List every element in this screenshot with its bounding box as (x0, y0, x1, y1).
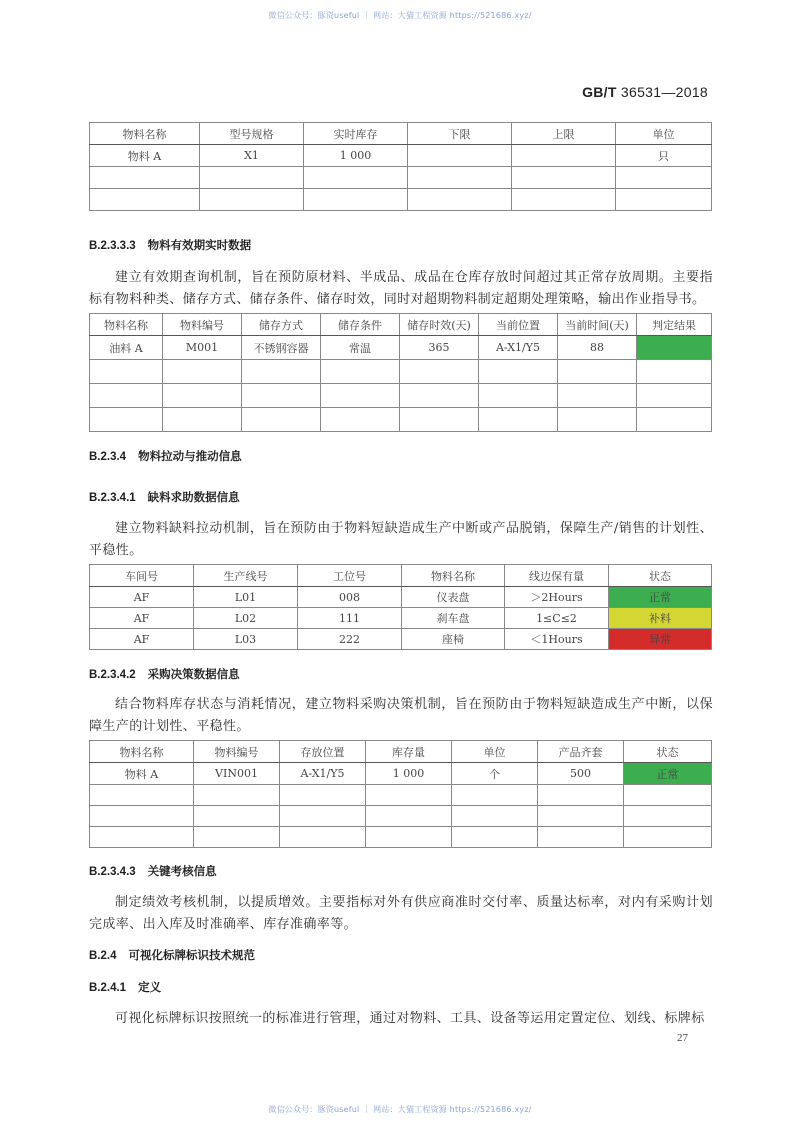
table-cell: 不锈钢容器 (242, 336, 321, 360)
table-cell (452, 785, 538, 806)
table-cell: 个 (452, 763, 538, 785)
page-number: 27 (677, 1032, 688, 1044)
column-header: 下限 (408, 123, 512, 145)
table-cell (538, 806, 624, 827)
table-cell (558, 360, 637, 384)
table-cell (304, 189, 408, 211)
section-number: B.2.3.3.3 (89, 240, 136, 252)
column-header: 单位 (616, 123, 712, 145)
column-header: 工位号 (298, 565, 402, 587)
table-cell (280, 785, 366, 806)
column-header: 库存量 (366, 741, 452, 763)
table-cell (90, 360, 163, 384)
table-cell (163, 384, 242, 408)
section-title: 物料有效期实时数据 (147, 238, 252, 252)
standard-code-number: 36531—2018 (620, 84, 708, 100)
table-row (90, 145, 712, 167)
table-cell (194, 806, 280, 827)
table-cell (452, 806, 538, 827)
column-header: 实时库存 (304, 123, 408, 145)
table-cell: ＜1Hours (505, 629, 609, 650)
table-cell (321, 408, 400, 432)
section-number: B.2.3.4 (89, 451, 127, 463)
table-row (90, 408, 712, 432)
table-cell (408, 189, 512, 211)
table-header-row (90, 741, 712, 763)
table-row (90, 806, 712, 827)
status-badge-normal: 正常 (609, 587, 712, 608)
section-paragraph-b2333: 建立有效期查询机制，旨在预防原材料、半成品、成品在仓库存放时间超过其正常存放周期。主要指标有物料种类、储存方式、储存条件、储存时效，同时对超期物料制定超期处理策略，输出作业指导书。 (89, 270, 713, 307)
table-cell (538, 785, 624, 806)
table-cell (90, 806, 194, 827)
section-title: 关键考核信息 (147, 864, 217, 878)
table-cell (479, 408, 558, 432)
inventory-limit-table (89, 122, 712, 211)
table-cell: 365 (400, 336, 479, 360)
column-header: 判定结果 (637, 314, 712, 336)
table-cell (637, 360, 712, 384)
column-header: 状态 (624, 741, 712, 763)
table-header-row (90, 123, 712, 145)
table-header-row (90, 565, 712, 587)
column-header: 生产线号 (194, 565, 298, 587)
table-cell (304, 167, 408, 189)
table-cell: ＞2Hours (505, 587, 609, 608)
table-cell: AF (90, 629, 194, 650)
section-heading-b2333 (89, 237, 251, 253)
table-cell (366, 806, 452, 827)
table-cell: AF (90, 587, 194, 608)
section-paragraph-b2343: 制定绩效考核机制，以提质增效。主要指标对外有供应商准时交付率、质量达标率，对内有采购计划完成率、出入库及时准确率、库存准确率等。 (89, 895, 713, 932)
table-cell (321, 384, 400, 408)
table-cell (400, 384, 479, 408)
table-cell: AF (90, 608, 194, 629)
table-cell (242, 360, 321, 384)
column-header: 物料编号 (163, 314, 242, 336)
table-cell (479, 384, 558, 408)
section-heading-b2343 (89, 863, 217, 879)
table-cell: VIN001 (194, 763, 280, 785)
table-row (90, 785, 712, 806)
column-header: 型号规格 (200, 123, 304, 145)
column-header: 上限 (512, 123, 616, 145)
column-header: 储存条件 (321, 314, 400, 336)
table-cell (90, 827, 194, 848)
table-cell (558, 408, 637, 432)
section-title: 采购决策数据信息 (147, 667, 240, 681)
table-cell (366, 785, 452, 806)
table-cell (242, 408, 321, 432)
section-heading-b24 (89, 947, 255, 963)
table-cell: X1 (200, 145, 304, 167)
table-cell (624, 785, 712, 806)
table-row (90, 763, 712, 785)
table-cell: M001 (163, 336, 242, 360)
status-badge-normal: 正常 (624, 763, 712, 785)
table-cell (408, 145, 512, 167)
section-paragraph-b241: 可视化标牌标识按照统一的标准进行管理，通过对物料、工具、设备等运用定置定位、划线、标牌标 (115, 1011, 705, 1026)
section-heading-b241 (89, 979, 161, 995)
section-heading-b234 (89, 448, 242, 464)
table-cell (479, 360, 558, 384)
table-cell: A-X1/Y5 (479, 336, 558, 360)
column-header: 单位 (452, 741, 538, 763)
shortage-alert-table (89, 564, 712, 650)
status-badge-replenish: 补料 (609, 608, 712, 629)
section-number: B.2.3.4.3 (89, 866, 136, 878)
table-cell (616, 167, 712, 189)
table-cell: 1 000 (366, 763, 452, 785)
table-cell: L03 (194, 629, 298, 650)
shelf-life-table (89, 313, 712, 432)
section-paragraph-b2342: 结合物料库存状态与消耗情况，建立物料采购决策机制，旨在预防由于物料短缺造成生产中断，以保障生产的计划性、平稳性。 (89, 697, 713, 734)
column-header: 当前时间(天) (558, 314, 637, 336)
table-cell: 008 (298, 587, 402, 608)
table-cell: 500 (538, 763, 624, 785)
section-number: B.2.3.4.1 (89, 492, 136, 504)
table-row (90, 360, 712, 384)
column-header: 储存时效(天) (400, 314, 479, 336)
table-cell (637, 408, 712, 432)
column-header: 物料名称 (402, 565, 505, 587)
table-cell: 油料 A (90, 336, 163, 360)
table-cell (558, 384, 637, 408)
purchase-decision-table (89, 740, 712, 848)
table-row (90, 827, 712, 848)
table-cell: 1 000 (304, 145, 408, 167)
table-cell (512, 145, 616, 167)
table-cell: 222 (298, 629, 402, 650)
table-cell: 物料 A (90, 145, 200, 167)
table-cell (512, 167, 616, 189)
table-cell (538, 827, 624, 848)
section-number: B.2.4 (89, 950, 117, 962)
table-cell: 仪表盘 (402, 587, 505, 608)
table-cell (624, 827, 712, 848)
result-status-cell (637, 336, 712, 360)
section-title: 可视化标牌标识技术规范 (128, 948, 255, 962)
table-cell (163, 408, 242, 432)
table-cell (200, 189, 304, 211)
standard-code-prefix: GB/T (582, 84, 617, 100)
section-number: B.2.4.1 (89, 982, 127, 994)
column-header: 物料名称 (90, 123, 200, 145)
table-row (90, 189, 712, 211)
table-row (90, 629, 712, 650)
table-cell (366, 827, 452, 848)
table-cell: 常温 (321, 336, 400, 360)
section-title: 物料拉动与推动信息 (138, 449, 242, 463)
column-header: 物料名称 (90, 314, 163, 336)
section-paragraph-b2341: 建立物料缺料拉动机制，旨在预防由于物料短缺造成生产中断或产品脱销，保障生产/销售的计划性、平稳性。 (89, 521, 713, 558)
table-cell (624, 806, 712, 827)
table-cell (452, 827, 538, 848)
table-cell (637, 384, 712, 408)
section-title: 定义 (138, 980, 162, 994)
section-number: B.2.3.4.2 (89, 669, 136, 681)
table-cell (90, 408, 163, 432)
table-cell (321, 360, 400, 384)
column-header: 存放位置 (280, 741, 366, 763)
column-header: 物料编号 (194, 741, 280, 763)
table-cell (90, 167, 200, 189)
table-row (90, 167, 712, 189)
table-cell: 物料 A (90, 763, 194, 785)
table-cell: 88 (558, 336, 637, 360)
table-cell (408, 167, 512, 189)
table-row (90, 608, 712, 629)
table-row (90, 336, 712, 360)
table-cell: L01 (194, 587, 298, 608)
watermark-top: 微信公众号：豚资useful ｜ 网站：大猫工程资源 https://521686.xyz/ (268, 11, 532, 20)
table-cell (90, 785, 194, 806)
standard-code (582, 84, 708, 100)
table-cell (200, 167, 304, 189)
column-header: 产品齐套 (538, 741, 624, 763)
table-cell: 座椅 (402, 629, 505, 650)
table-cell (512, 189, 616, 211)
table-cell: 1≤C≤2 (505, 608, 609, 629)
table-cell (194, 785, 280, 806)
table-cell (194, 827, 280, 848)
watermark-bottom: 微信公众号：豚资useful ｜ 网站：大猫工程资源 https://521686.xyz/ (268, 1105, 532, 1114)
column-header: 物料名称 (90, 741, 194, 763)
column-header: 线边保有量 (505, 565, 609, 587)
table-cell (90, 384, 163, 408)
table-cell (616, 189, 712, 211)
table-cell: 111 (298, 608, 402, 629)
table-cell: 只 (616, 145, 712, 167)
column-header: 车间号 (90, 565, 194, 587)
table-cell: A-X1/Y5 (280, 763, 366, 785)
table-header-row (90, 314, 712, 336)
status-badge-abnormal: 异常 (609, 629, 712, 650)
table-cell (242, 384, 321, 408)
table-cell (400, 360, 479, 384)
table-cell (163, 360, 242, 384)
section-heading-b2342 (89, 666, 240, 682)
table-cell (90, 189, 200, 211)
column-header: 当前位置 (479, 314, 558, 336)
table-cell: 刹车盘 (402, 608, 505, 629)
column-header: 状态 (609, 565, 712, 587)
table-cell (280, 806, 366, 827)
column-header: 储存方式 (242, 314, 321, 336)
table-cell (400, 408, 479, 432)
section-heading-b2341 (89, 489, 240, 505)
table-row (90, 587, 712, 608)
table-cell (280, 827, 366, 848)
section-title: 缺料求助数据信息 (147, 490, 240, 504)
table-cell: L02 (194, 608, 298, 629)
table-row (90, 384, 712, 408)
